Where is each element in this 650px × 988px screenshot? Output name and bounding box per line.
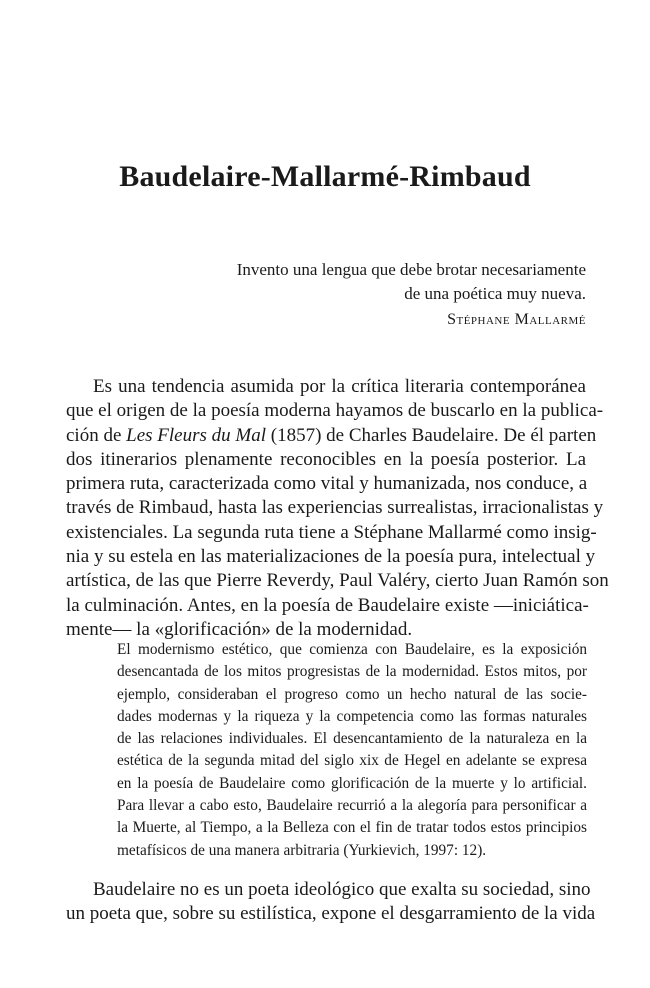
quote-line: desencantada de los mitos progresistas de la modernidad. Estos mitos, por [117, 663, 587, 681]
quote-line: ejemplo, consideraban el progreso como un hecho natural de las socie- [117, 685, 587, 703]
text-segment: ción de [66, 424, 127, 446]
text-line [66, 424, 597, 448]
chapter-title: Baudelaire-Mallarmé-Rimbaud [119, 160, 531, 193]
book-title: Les Fleurs du Mal [126, 424, 267, 446]
text-segment: (1857) de Charles Baudelaire. De él parten [266, 424, 597, 446]
text-line: Es una tendencia asumida por la crítica literaria contemporánea [93, 376, 586, 397]
text-line: un poeta que, sobre su estilística, expone el desgarramiento de la vida [66, 903, 596, 925]
text-line: artística, de las que Pierre Reverdy, Paul Valéry, cierto Juan Ramón son [66, 570, 609, 592]
text-line: nia y su estela en las materializaciones de la poesía pura, intelectual y [66, 546, 596, 568]
quote-line: Para llevar a cabo esto, Baudelaire recurrió a la alegoría para personificar a [117, 797, 587, 815]
text-line: Baudelaire no es un poeta ideológico que exalta su sociedad, sino [93, 879, 591, 900]
text-line: través de Rimbaud, hasta las experiencias surrealistas, irracionalistas y [66, 497, 604, 519]
text-line: que el origen de la poesía moderna hayamos de buscarlo en la publica- [66, 400, 604, 422]
text-line: primera ruta, caracterizada como vital y humanizada, nos conduce, a [66, 473, 588, 495]
quote-line: la Muerte, al Tiempo, a la Belleza con el fin de tratar todos estos principios [117, 819, 587, 837]
text-line: existenciales. La segunda ruta tiene a Stéphane Mallarmé como insig- [66, 521, 597, 543]
quote-line: metafísicos de una manera arbitraria (Yurkievich, 1997: 12). [117, 841, 487, 859]
quote-line: estética de la segunda mitad del siglo xix de Hegel en adelante se expresa [117, 752, 587, 770]
epigraph-line: Invento una lengua que debe brotar necesariamente [236, 260, 586, 279]
text-line: dos itinerarios plenamente reconocibles en la poesía posterior. La [66, 448, 586, 470]
epigraph [166, 258, 586, 332]
quote-line: de las relaciones individuales. El desencantamiento de la naturaleza en la [117, 730, 587, 748]
text-line: la culminación. Antes, en la poesía de Baudelaire existe —iniciática- [66, 594, 589, 616]
quote-line: dades modernas y la riqueza y la competencia como las formas naturales [117, 707, 587, 725]
quote-line: en la poesía de Baudelaire como glorificación de la muerte y lo artificial. [117, 774, 587, 792]
epigraph-author: Stéphane Mallarmé [447, 311, 586, 328]
body-paragraph [66, 375, 609, 642]
text-line: mente— la «glorificación» de la modernidad. [66, 618, 413, 640]
body-paragraph [66, 878, 596, 927]
quote-line: El modernismo estético, que comienza con Baudelaire, es la exposición [117, 641, 587, 658]
epigraph-line: de una poética muy nueva. [404, 284, 586, 303]
block-quote [117, 639, 587, 862]
